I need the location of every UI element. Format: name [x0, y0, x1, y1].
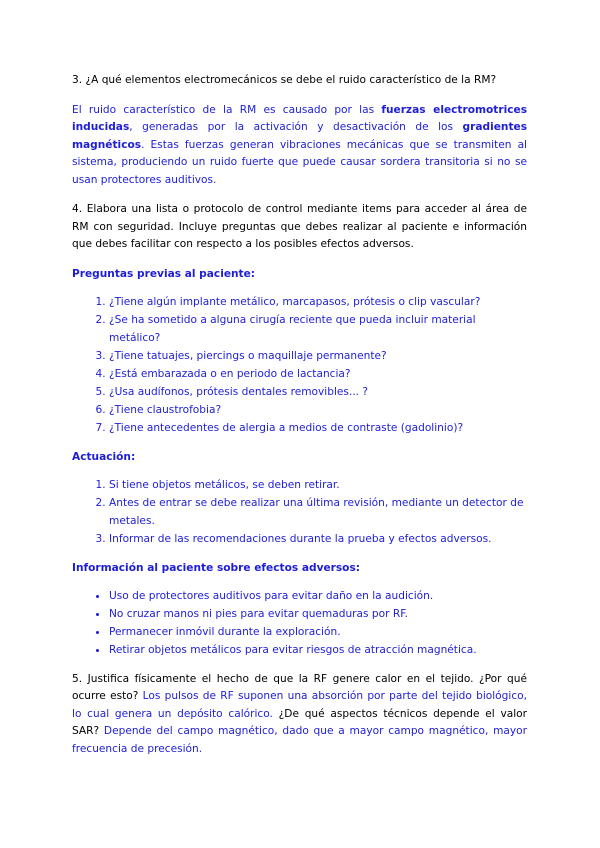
list-item: 3. Informar de las recomendaciones durante la prueba y efectos adversos.	[109, 530, 527, 548]
answer-5-part-2: Depende del campo magnético, dado que a mayor campo magnético, mayor frecuencia de precesión.	[72, 725, 527, 755]
list-item: 7. ¿Tiene antecedentes de alergia a medios de contraste (gadolinio)?	[109, 419, 527, 437]
list-item: 4. ¿Está embarazada o en periodo de lactancia?	[109, 365, 527, 383]
informacion-heading: Información al paciente sobre efectos adversos:	[72, 561, 361, 574]
question-3: 3. ¿A qué elementos electromecánicos se debe el ruido característico de la RM?	[72, 74, 497, 86]
answer-3-text-1: El ruido característico de la RM es causado por las	[72, 103, 382, 116]
document-page	[72, 72, 527, 758]
list-item: 2. Antes de entrar se debe realizar una última revisión, mediante un detector de metales.	[109, 494, 527, 530]
preguntas-list	[72, 293, 527, 437]
list-item: 1. Si tiene objetos metálicos, se deben retirar.	[109, 476, 527, 494]
answer-3-text-2: , generadas por la activación y desactivación de los	[129, 121, 463, 133]
question-5-part-2: ¿De qué aspectos técnicos depende el valor SAR?	[72, 707, 527, 737]
answer-3-bold-2: gradientes magnéticos	[72, 121, 527, 151]
list-item: 5. ¿Usa audífonos, prótesis dentales removibles... ?	[109, 383, 527, 401]
list-item: 1. ¿Tiene algún implante metálico, marcapasos, prótesis o clip vascular?	[109, 293, 527, 311]
list-item: 3. ¿Tiene tatuajes, piercings o maquillaje permanente?	[109, 347, 527, 365]
list-item: • Permanecer inmóvil durante la exploración.	[109, 623, 527, 641]
preguntas-heading: Preguntas previas al paciente:	[72, 267, 256, 280]
answer-3-text-3: . Estas fuerzas generan vibraciones mecánicas que se transmiten al sistema, produciendo un ruido fuerte que puede causar sordera transitoria si no se usan protectores auditivos.	[72, 138, 527, 186]
list-item: • No cruzar manos ni pies para evitar quemaduras por RF.	[109, 605, 527, 623]
informacion-list	[72, 587, 527, 659]
answer-3-bold-1: fuerzas electromotrices inducidas	[72, 103, 527, 133]
question-5	[72, 671, 527, 759]
list-item: 2. ¿Se ha sometido a alguna cirugía reciente que pueda incluir material metálico?	[109, 311, 527, 347]
list-item: • Retirar objetos metálicos para evitar riesgos de atracción magnética.	[109, 641, 527, 659]
answer-5-part-1: Los pulsos de RF suponen una absorción por parte del tejido biológico, lo cual genera un depósito calórico.	[72, 690, 528, 720]
answer-3	[72, 102, 527, 190]
question-4: 4. Elabora una lista o protocolo de control mediante items para acceder al área de RM con seguridad. Incluye preguntas que debes realizar al paciente e información que debes facilitar con respecto a los posibles efectos adversos.	[72, 203, 527, 250]
question-5-part-1: 5. Justifica físicamente el hecho de que la RF genere calor en el tejido. ¿Por qué ocurre esto?	[72, 672, 527, 702]
list-item: • Uso de protectores auditivos para evitar daño en la audición.	[109, 587, 527, 605]
actuacion-list	[72, 476, 527, 548]
list-item: 6. ¿Tiene claustrofobia?	[109, 401, 527, 419]
actuacion-heading: Actuación:	[72, 450, 136, 463]
